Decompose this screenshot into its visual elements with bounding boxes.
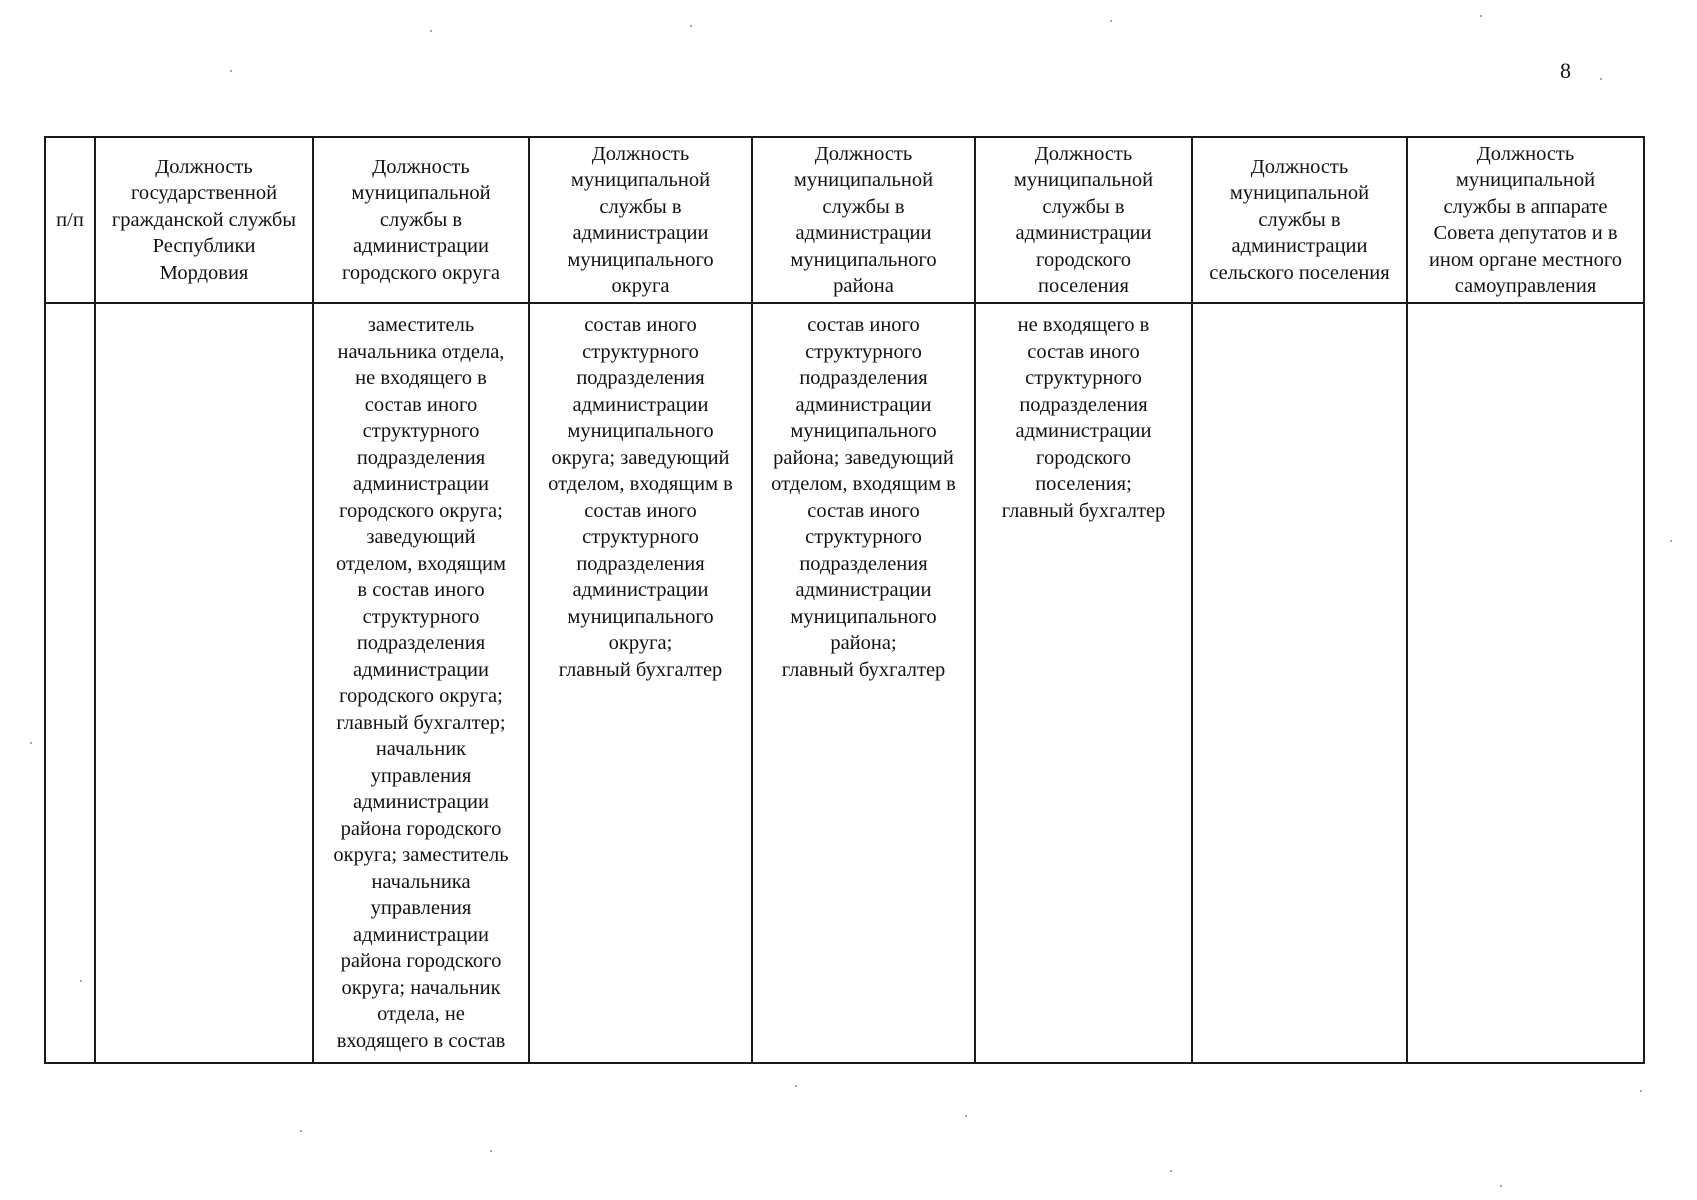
scan-speck — [430, 30, 432, 32]
cell-rural-settlement — [1192, 303, 1407, 1063]
scan-speck — [690, 25, 692, 27]
table-body — [45, 303, 1644, 1063]
page-number: 8 — [1560, 58, 1571, 83]
header-council-apparatus: Должность муниципальной службы в аппарате Совета депутатов и в ином органе местного самоуправления — [1407, 137, 1644, 303]
cell-municipal-district: состав иного структурного подразделения администрации муниципального района; заведующий отделом, входящим в состав иного структурного подразделения администрации муниципального района; главный бухгалтер — [752, 303, 975, 1063]
header-row — [45, 137, 1644, 303]
table-header — [45, 137, 1644, 303]
cell-number — [45, 303, 95, 1063]
scan-speck — [490, 1150, 492, 1152]
header-city-district: Должность муниципальной службы в администрации городского округа — [313, 137, 529, 303]
scan-speck — [1600, 78, 1602, 80]
scan-speck — [80, 980, 82, 982]
cell-city-district: заместитель начальника отдела, не входящего в состав иного структурного подразделения администрации городского округа; заведующий отделом, входящим в состав иного структурного подразделения администрации городского округа; главный бухгалтер; начальник управления администрации района городского округа; заместитель начальника управления администрации района городского округа; начальник отдела, не входящего в состав — [313, 303, 529, 1063]
scan-speck — [1110, 20, 1112, 22]
header-urban-settlement: Должность муниципальной службы в администрации городского поселения — [975, 137, 1192, 303]
cell-state-civil-service — [95, 303, 313, 1063]
scan-speck — [230, 70, 232, 72]
header-municipal-okrug: Должность муниципальной службы в администрации муниципального округа — [529, 137, 752, 303]
scan-speck — [965, 1115, 967, 1117]
scan-speck — [1640, 1090, 1642, 1092]
header-municipal-district: Должность муниципальной службы в администрации муниципального района — [752, 137, 975, 303]
cell-municipal-okrug: состав иного структурного подразделения администрации муниципального округа; заведующий отделом, входящим в состав иного структурного подразделения администрации муниципального округа; главный бухгалтер — [529, 303, 752, 1063]
scan-speck — [1170, 1170, 1172, 1172]
scan-speck — [1670, 540, 1672, 542]
header-number: п/п — [45, 137, 95, 303]
scan-speck — [30, 742, 32, 744]
cell-urban-settlement: не входящего в состав иного структурного подразделения администрации городского поселения; главный бухгалтер — [975, 303, 1192, 1063]
table-row — [45, 303, 1644, 1063]
scan-speck — [1500, 1185, 1502, 1187]
scan-speck — [1480, 15, 1482, 17]
positions-table — [44, 136, 1645, 1064]
header-rural-settlement: Должность муниципальной службы в администрации сельского поселения — [1192, 137, 1407, 303]
cell-council-apparatus — [1407, 303, 1644, 1063]
scan-speck — [300, 1130, 302, 1132]
scan-speck — [795, 1085, 797, 1087]
header-state-civil-service: Должность государственной гражданской службы Республики Мордовия — [95, 137, 313, 303]
